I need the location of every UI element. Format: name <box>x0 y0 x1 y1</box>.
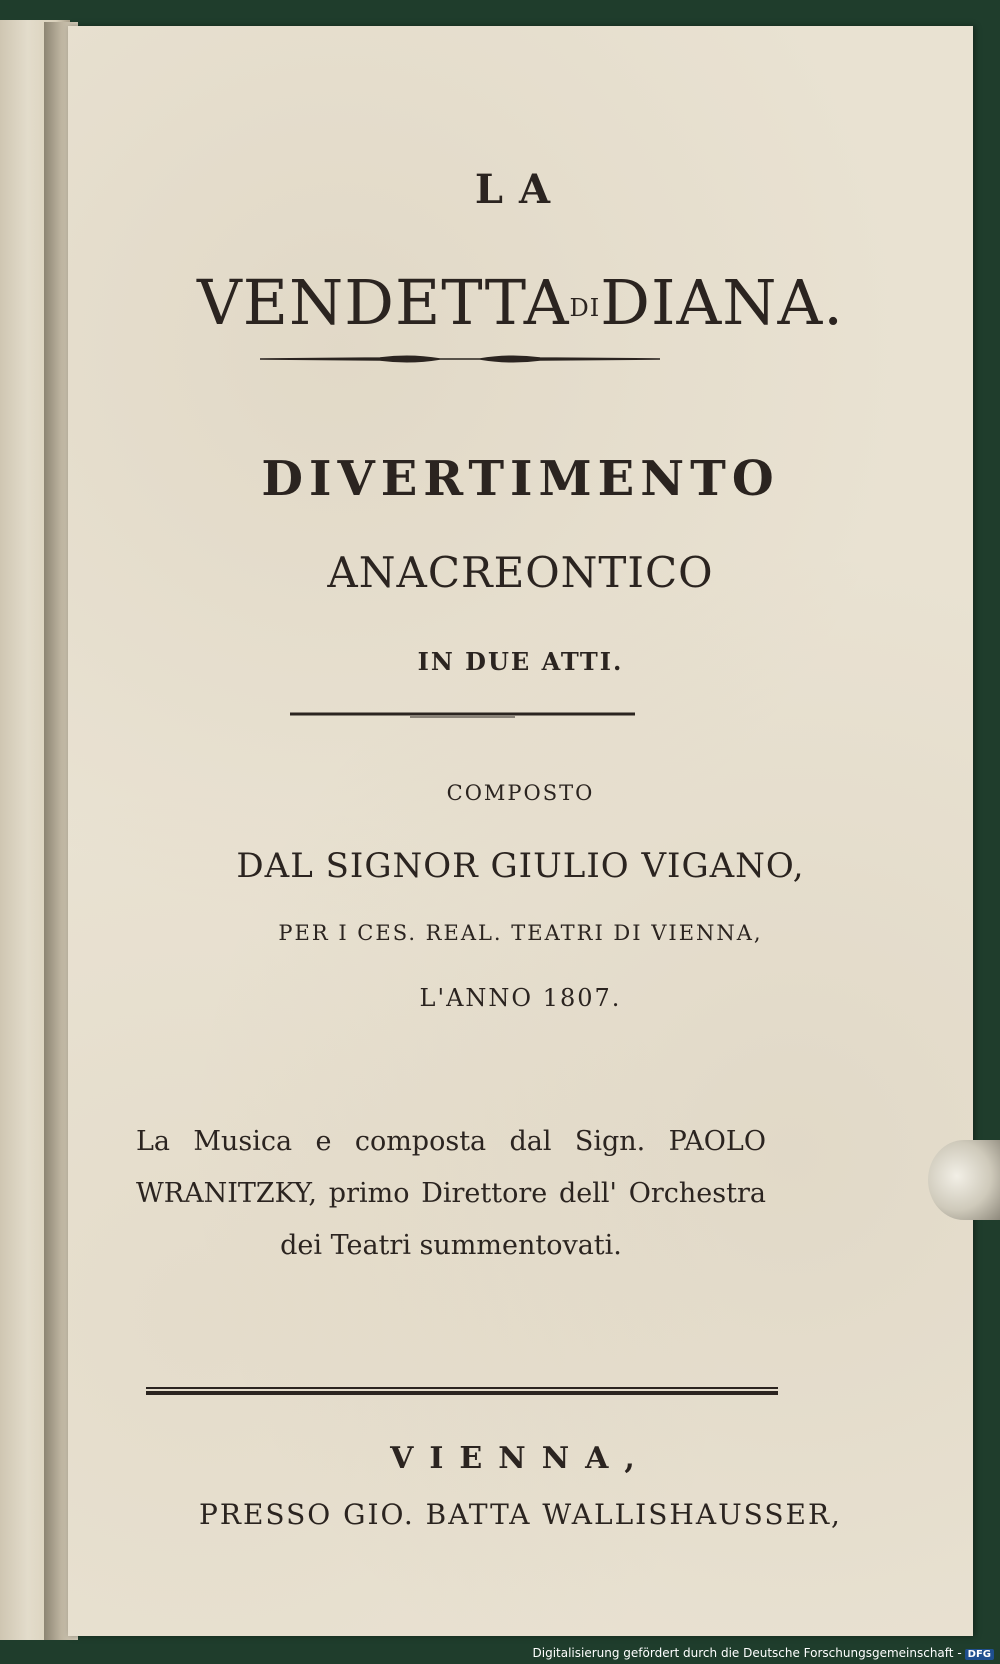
page-clip <box>928 1140 1000 1220</box>
title-page <box>68 26 973 1636</box>
acts-line: IN DUE ATTI. <box>417 647 624 676</box>
author-line: DAL SIGNOR GIULIO VIGANO, <box>236 846 805 886</box>
ornamental-rule-bottom <box>146 1385 778 1397</box>
main-title <box>68 266 973 339</box>
genre-line-1: DIVERTIMENTO <box>261 451 780 507</box>
title-word-diana: DIANA. <box>600 266 844 339</box>
genre-line-2: ANACREONTICO <box>327 548 714 597</box>
music-credit: La Musica e composta dal Sign. PAOLO WRANITZKY, primo Direttore dell' Orchestra dei Teatri summentovati. <box>136 1126 766 1261</box>
credit-text: Digitalisierung gefördert durch die Deutsche Forschungsgemeinschaft - <box>532 1646 962 1660</box>
dfg-logo: DFG <box>965 1649 994 1660</box>
title-word-di: DI <box>569 293 601 322</box>
digitization-credit <box>533 1646 995 1660</box>
title-word-vendetta: VENDETTA <box>197 266 570 339</box>
title-article: LA <box>474 166 567 213</box>
publisher-line: PRESSO GIO. BATTA WALLISHAUSSER, <box>199 1498 842 1531</box>
city-line: VIENNA, <box>390 1441 651 1476</box>
year-line: L'ANNO 1807. <box>419 984 622 1012</box>
composto-label: COMPOSTO <box>446 781 595 805</box>
ornamental-rule-middle <box>290 710 635 718</box>
ornamental-rule-top <box>260 354 660 364</box>
theatre-line: PER I CES. REAL. TEATRI DI VIENNA, <box>278 921 763 945</box>
